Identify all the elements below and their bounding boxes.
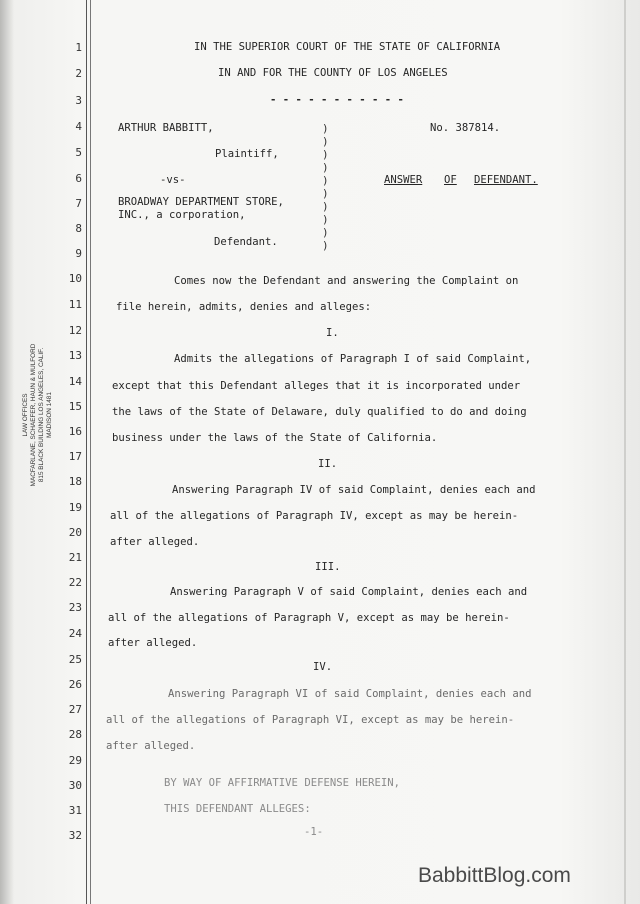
site-watermark: BabbittBlog.com: [418, 864, 571, 887]
section-1-line-3: the laws of the State of Delaware, duly qualified to do and doing: [112, 406, 527, 418]
section-3-line-1: Answering Paragraph V of said Complaint, denies each and: [170, 586, 528, 598]
line-number: 2: [75, 67, 82, 80]
section-1-line-2: except that this Defendant alleges that it is incorporated under: [112, 380, 521, 392]
court-heading-line-1: IN THE SUPERIOR COURT OF THE STATE OF CALIFORNIA: [194, 41, 501, 53]
caption-parenthesis: ): [322, 122, 329, 135]
line-number: 3: [75, 94, 82, 107]
line-number: 22: [68, 576, 82, 589]
line-number: 17: [68, 450, 82, 463]
section-4-line-1: Answering Paragraph VI of said Complaint, denies each and: [168, 688, 532, 700]
line-number: 29: [68, 754, 82, 767]
plaintiff-name: ARTHUR BABBITT,: [118, 122, 214, 134]
caption-parenthesis: ): [322, 239, 329, 252]
section-3-line-2: all of the allegations of Paragraph V, except as may be herein-: [108, 612, 510, 624]
line-number: 20: [68, 526, 82, 539]
line-number: 13: [68, 349, 82, 362]
line-number: 32: [68, 829, 82, 842]
plaintiff-role: Plaintiff,: [215, 148, 279, 160]
section-heading-4: IV.: [313, 661, 333, 673]
margin-rule-double: [90, 0, 91, 904]
section-4-line-3: after alleged.: [106, 740, 196, 752]
caption-parenthesis: ): [322, 200, 329, 213]
caption-parenthesis: ): [322, 161, 329, 174]
line-number: 18: [68, 475, 82, 488]
caption-parenthesis: ): [322, 135, 329, 148]
defendant-name-line-1: BROADWAY DEPARTMENT STORE,: [118, 196, 284, 208]
line-number: 27: [68, 703, 82, 716]
line-number: 30: [68, 779, 82, 792]
intro-line-2: file herein, admits, denies and alleges:: [116, 301, 372, 313]
defendant-role: Defendant.: [214, 236, 278, 248]
line-number: 5: [75, 146, 82, 159]
letterhead-line: MADISON 1481: [46, 392, 53, 438]
line-number: 7: [75, 197, 82, 210]
document-title-word-3: DEFENDANT.: [474, 174, 538, 186]
letterhead-line: 815 BLACK BUILDING LOS ANGELES, CALIF.: [38, 347, 45, 483]
caption-parenthesis: ): [322, 174, 329, 187]
caption-parenthesis: ): [322, 148, 329, 161]
section-4-line-2: all of the allegations of Paragraph VI, except as may be herein-: [106, 714, 515, 726]
line-number: 8: [75, 222, 82, 235]
section-heading-1: I.: [326, 327, 339, 339]
margin-rule: [86, 0, 87, 904]
section-1-line-4: business under the laws of the State of California.: [112, 432, 438, 444]
line-number: 4: [75, 120, 82, 133]
line-number: 12: [68, 324, 82, 337]
line-number: 21: [68, 551, 82, 564]
court-heading-line-2: IN AND FOR THE COUNTY OF LOS ANGELES: [218, 67, 448, 79]
line-number: 16: [68, 425, 82, 438]
affirmative-defense-line-1: BY WAY OF AFFIRMATIVE DEFENSE HEREIN,: [164, 777, 400, 789]
section-heading-3: III.: [315, 561, 341, 573]
line-number: 24: [68, 627, 82, 640]
letterhead-line: LAW OFFICES: [22, 393, 29, 437]
line-number: 23: [68, 601, 82, 614]
affirmative-defense-line-2: THIS DEFENDANT ALLEGES:: [164, 803, 311, 815]
line-number: 14: [68, 375, 82, 388]
line-number: 31: [68, 804, 82, 817]
heading-divider: - - - - - - - - - - -: [270, 94, 404, 106]
line-number: 28: [68, 728, 82, 741]
defendant-name-line-2: INC., a corporation,: [118, 209, 246, 221]
section-3-line-3: after alleged.: [108, 637, 198, 649]
line-number: 15: [68, 400, 82, 413]
line-number: 11: [68, 298, 82, 311]
document-title-word-2: OF: [444, 174, 457, 186]
section-1-line-1: Admits the allegations of Paragraph I of said Complaint,: [174, 353, 532, 365]
intro-line-1: Comes now the Defendant and answering the Complaint on: [174, 275, 519, 287]
caption-parenthesis: ): [322, 213, 329, 226]
section-2-line-2: all of the allegations of Paragraph IV, except as may be herein-: [110, 510, 519, 522]
line-number: 19: [68, 501, 82, 514]
section-2-line-3: after alleged.: [110, 536, 200, 548]
line-number: 25: [68, 653, 82, 666]
caption-parenthesis: ): [322, 226, 329, 239]
line-number: 9: [75, 247, 82, 260]
right-margin-rule: [624, 0, 626, 904]
case-number: No. 387814.: [430, 122, 501, 134]
document-title-word-1: ANSWER: [384, 174, 423, 186]
caption-parenthesis: ): [322, 187, 329, 200]
line-number: 26: [68, 678, 82, 691]
section-heading-2: II.: [318, 458, 338, 470]
letterhead-line: MACFARLANE, SCHAEFER, HAUN & MULFORD: [30, 343, 37, 487]
versus-label: -vs-: [160, 174, 186, 186]
page-number: -1-: [304, 826, 324, 838]
line-number: 10: [68, 272, 82, 285]
line-number: 1: [75, 41, 82, 54]
law-office-letterhead: [8, 330, 68, 500]
line-number: 6: [75, 172, 82, 185]
section-2-line-1: Answering Paragraph IV of said Complaint, denies each and: [172, 484, 536, 496]
